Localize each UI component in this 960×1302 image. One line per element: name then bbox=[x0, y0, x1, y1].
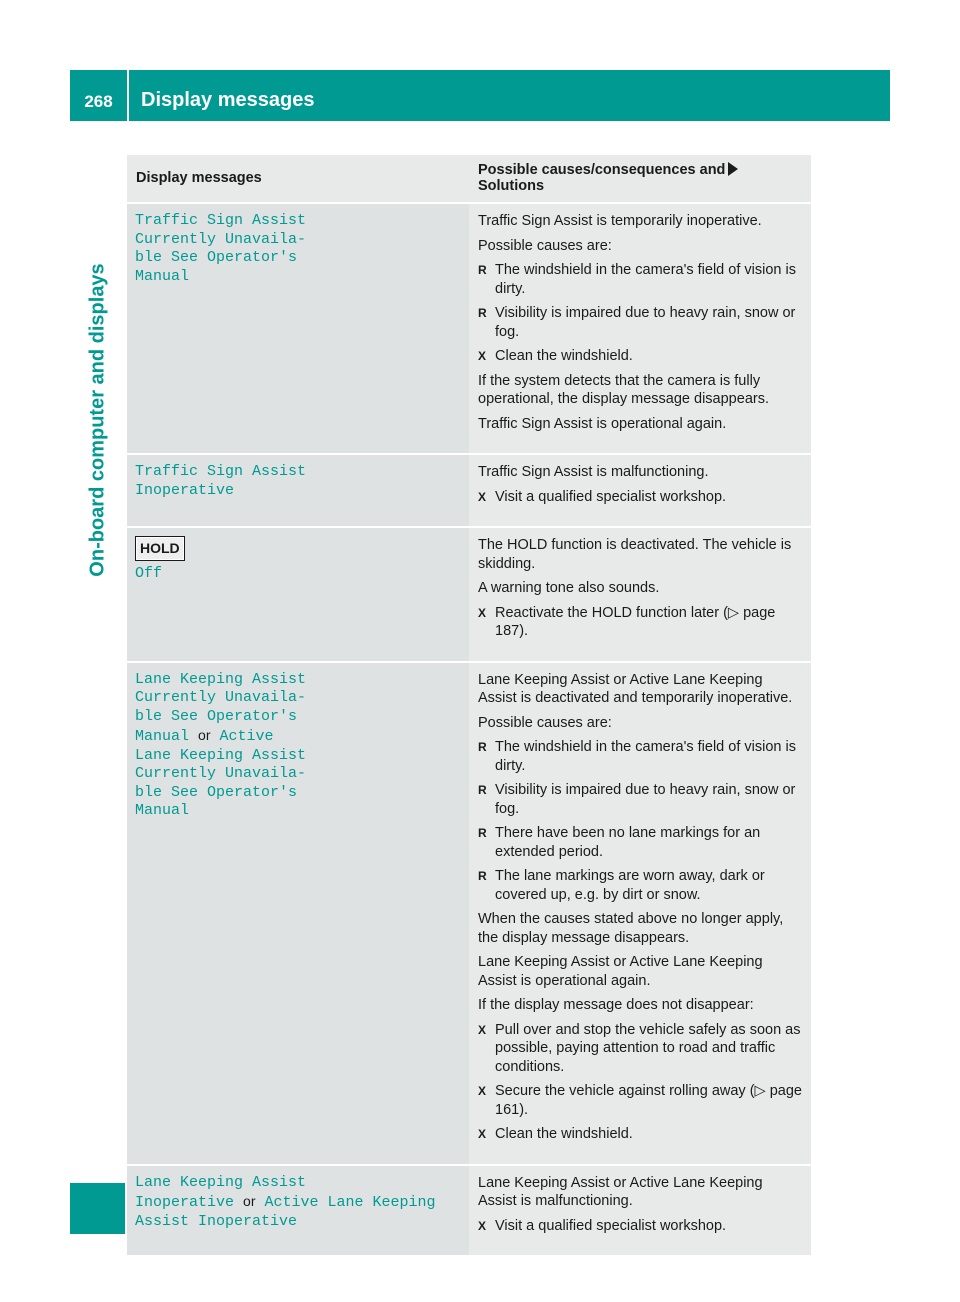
info-text: Traffic Sign Assist is malfunctioning. bbox=[478, 464, 709, 480]
col-header-messages bbox=[127, 155, 469, 203]
item-text: The windshield in the camera's field of vision is dirty. bbox=[495, 739, 796, 774]
cause-bullet bbox=[478, 261, 803, 298]
table-header-row bbox=[127, 155, 811, 203]
info-text: Possible causes are: bbox=[478, 714, 612, 731]
page-number: 268 bbox=[84, 92, 113, 111]
item-text: Reactivate the HOLD function later (▷ page 187). bbox=[495, 604, 776, 639]
action-step bbox=[478, 1021, 803, 1077]
display-message-text: Off bbox=[135, 565, 163, 582]
display-message-b: Active Lane Keeping Assist Currently Unavaila‐ ble See Operator's Manual bbox=[135, 728, 307, 819]
page-header bbox=[70, 70, 890, 121]
cause-bullet bbox=[478, 738, 803, 775]
col-header-causes bbox=[469, 155, 811, 203]
message-cell bbox=[127, 454, 469, 527]
cause-bullet bbox=[478, 867, 803, 904]
step-x-icon: X bbox=[478, 349, 487, 363]
display-message-text: Traffic Sign Assist Inoperative bbox=[135, 463, 307, 499]
display-messages-table bbox=[127, 155, 811, 1257]
table-row bbox=[127, 527, 811, 662]
display-message-text bbox=[135, 671, 461, 821]
or-connector: or bbox=[243, 1193, 256, 1209]
or-connector: or bbox=[198, 727, 211, 743]
step-x-icon: X bbox=[478, 1218, 487, 1233]
table-row bbox=[127, 1165, 811, 1257]
display-message-text: Traffic Sign Assist Currently Unavaila‐ ble See Operator's Manual bbox=[135, 212, 307, 285]
arrow-right-icon bbox=[728, 162, 738, 176]
info-text: Lane Keeping Assist or Active Lane Keeping Assist is deactivated and temporarily inoperative. bbox=[478, 671, 793, 706]
info-text: Possible causes are: bbox=[478, 237, 612, 254]
cause-bullet bbox=[478, 824, 803, 861]
bullet-r-icon: R bbox=[478, 826, 487, 840]
table-row bbox=[127, 454, 811, 527]
item-text: Visibility is impaired due to heavy rain, snow or fog. bbox=[495, 782, 796, 817]
message-cell bbox=[127, 662, 469, 1165]
message-cell bbox=[127, 203, 469, 454]
bullet-r-icon: R bbox=[478, 306, 487, 320]
col-header-causes-label: Possible causes/consequences and bbox=[478, 162, 726, 178]
causes-cell bbox=[469, 203, 811, 454]
action-step bbox=[478, 1217, 803, 1236]
info-text: A warning tone also sounds. bbox=[478, 580, 660, 596]
chapter-tab-marker bbox=[70, 1183, 125, 1234]
info-text: Lane Keeping Assist or Active Lane Keeping Assist is operational again. bbox=[478, 954, 763, 989]
display-message-b: Active Lane Keeping Assist Inoperative bbox=[135, 1194, 436, 1230]
info-text: If the display message does not disappear: bbox=[478, 997, 754, 1013]
action-step bbox=[478, 347, 803, 366]
info-text: Lane Keeping Assist or Active Lane Keeping Assist is malfunctioning. bbox=[478, 1174, 763, 1209]
table-row bbox=[127, 203, 811, 454]
bullet-r-icon: R bbox=[478, 740, 487, 754]
message-cell bbox=[127, 1165, 469, 1257]
message-cell bbox=[127, 527, 469, 662]
step-x-icon: X bbox=[478, 1127, 487, 1141]
chapter-side-label: On-board computer and displays bbox=[86, 263, 109, 577]
page-title: Display messages bbox=[141, 89, 315, 111]
action-step bbox=[478, 488, 803, 507]
display-message-a: Lane Keeping Assist Inoperative bbox=[135, 1173, 307, 1211]
step-x-icon: X bbox=[478, 1022, 487, 1037]
causes-cell bbox=[469, 527, 811, 662]
info-text: The HOLD function is deactivated. The vehicle is skidding. bbox=[478, 537, 792, 572]
action-step bbox=[478, 1125, 803, 1144]
step-x-icon: X bbox=[478, 489, 487, 504]
action-step bbox=[478, 1082, 803, 1119]
causes-cell bbox=[469, 662, 811, 1165]
info-text: Traffic Sign Assist is temporarily inoperative. bbox=[478, 213, 762, 229]
causes-cell bbox=[469, 454, 811, 527]
info-text: When the causes stated above no longer apply, the display message disappears. bbox=[478, 911, 784, 946]
cause-bullet bbox=[478, 781, 803, 818]
causes-cell bbox=[469, 1165, 811, 1257]
item-text: The windshield in the camera's field of vision is dirty. bbox=[495, 262, 796, 297]
col-header-solutions-label: Solutions bbox=[478, 178, 545, 194]
display-message-text bbox=[135, 1174, 461, 1232]
hold-icon: HOLD bbox=[135, 536, 185, 561]
item-text: Visibility is impaired due to heavy rain, snow or fog. bbox=[495, 305, 796, 340]
step-x-icon: X bbox=[478, 1084, 487, 1098]
table-row bbox=[127, 662, 811, 1165]
item-text: Clean the windshield. bbox=[495, 348, 633, 364]
display-message-a: Lane Keeping Assist Currently Unavaila‐ ble See Operator's Manual bbox=[135, 670, 307, 745]
item-text: Pull over and stop the vehicle safely as soon as possible, paying attention to road and traffic conditions. bbox=[495, 1021, 801, 1075]
col-header-messages-label: Display messages bbox=[136, 170, 262, 186]
bullet-r-icon: R bbox=[478, 783, 487, 797]
item-text: Clean the windshield. bbox=[495, 1126, 633, 1142]
bullet-r-icon: R bbox=[478, 263, 487, 277]
item-text: Visit a qualified specialist workshop. bbox=[495, 1217, 727, 1234]
info-text: Traffic Sign Assist is operational again. bbox=[478, 415, 727, 432]
cause-bullet bbox=[478, 304, 803, 341]
item-text: The lane markings are worn away, dark or covered up, e.g. by dirt or snow. bbox=[495, 868, 765, 903]
bullet-r-icon: R bbox=[478, 869, 487, 883]
step-x-icon: X bbox=[478, 605, 487, 620]
item-text: Secure the vehicle against rolling away (▷ page 161). bbox=[495, 1083, 802, 1118]
item-text: Visit a qualified specialist workshop. bbox=[495, 488, 727, 505]
item-text: There have been no lane markings for an extended period. bbox=[495, 825, 761, 860]
action-step bbox=[478, 604, 803, 641]
info-text: If the system detects that the camera is fully operational, the display message disappears. bbox=[478, 372, 769, 407]
